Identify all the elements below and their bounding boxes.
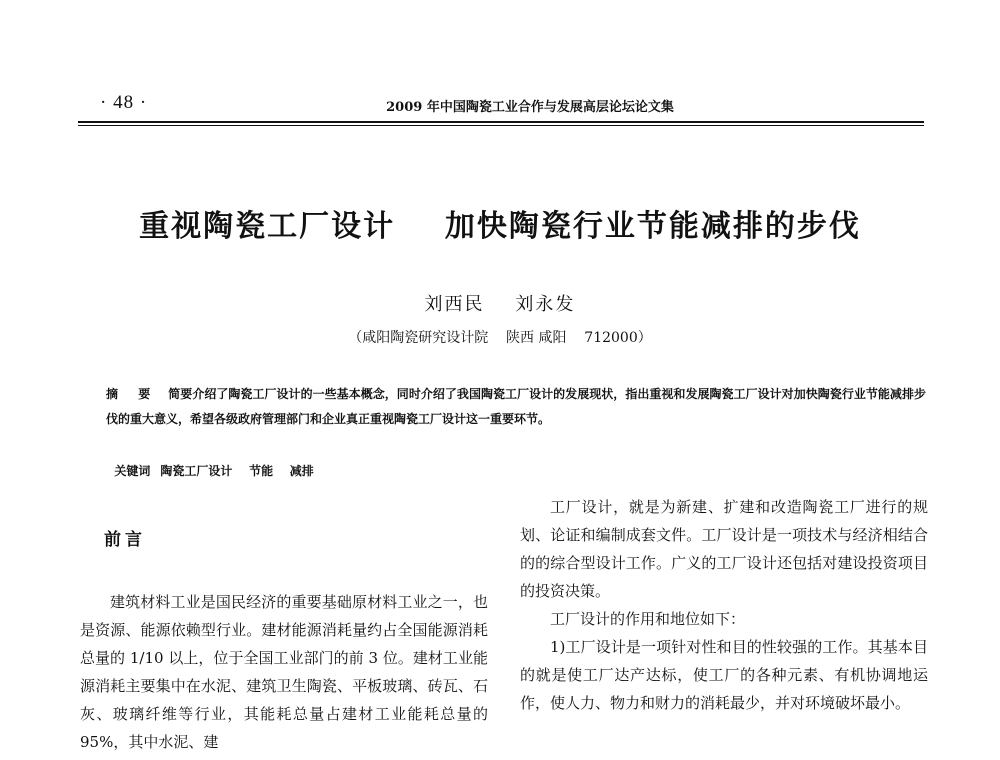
abstract (106, 382, 926, 432)
running-header: 2009 年中国陶瓷工业合作与发展高层论坛论文集 (386, 100, 674, 115)
keywords (106, 438, 926, 482)
abstract-label: 摘 要 (106, 387, 159, 401)
header-rule-thin (78, 125, 924, 126)
article-title: 重视陶瓷工厂设计 加快陶瓷行业节能减排的步伐 (139, 209, 861, 244)
abstract-text: 简要介绍了陶瓷工厂设计的一些基本概念，同时介绍了我国陶瓷工厂设计的发展现状，指出重视和发展陶瓷工厂设计对加快陶瓷行业节能减排步伐的重大意义，希望各级政府管理部门和企业真正重视陶瓷工厂设计这一重要环节。 (106, 387, 926, 426)
affiliation: （咸阳陶瓷研究设计院 陕西 咸阳 712000） (348, 330, 652, 346)
section-heading: 前言 (104, 530, 146, 550)
right-column (520, 493, 928, 717)
authors: 刘西民 刘永发 (424, 294, 576, 315)
left-column (80, 588, 488, 756)
page-number: · 48 · (100, 92, 148, 113)
header-rule-thick (78, 121, 924, 123)
paragraph: 工厂设计，就是为新建、扩建和改造陶瓷工厂进行的规划、论证和编制成套文件。工厂设计是一项技术与经济相结合的的综合型设计工作。广义的工厂设计还包括对建设投资项目的投资决策。 (520, 498, 928, 600)
paragraph: 建筑材料工业是国民经济的重要基础原材料工业之一，也是资源、能源依赖型行业。建材能源消耗量约占全国能源消耗总量的 1/10 以上，位于全国工业部门的前 3 位。建材工业能源消耗主要集中在水泥、建筑卫生陶瓷、平板玻璃、砖瓦、石灰、玻璃纤维等行业，其能耗总量占建材工业能耗总量的 95%，其中水泥、建 (80, 593, 488, 751)
paragraph: 工厂设计的作用和地位如下： (550, 610, 746, 628)
keywords-text: 陶瓷工厂设计 节能 减排 (160, 464, 314, 478)
keywords-label: 关键词 (114, 464, 151, 478)
paragraph: 1)工厂设计是一项针对性和目的性较强的工作。其基本目的就是使工厂达产达标，使工厂的各种元素、有机协调地运作，使人力、物力和财力的消耗最少，并对环境破坏最小。 (520, 638, 928, 712)
